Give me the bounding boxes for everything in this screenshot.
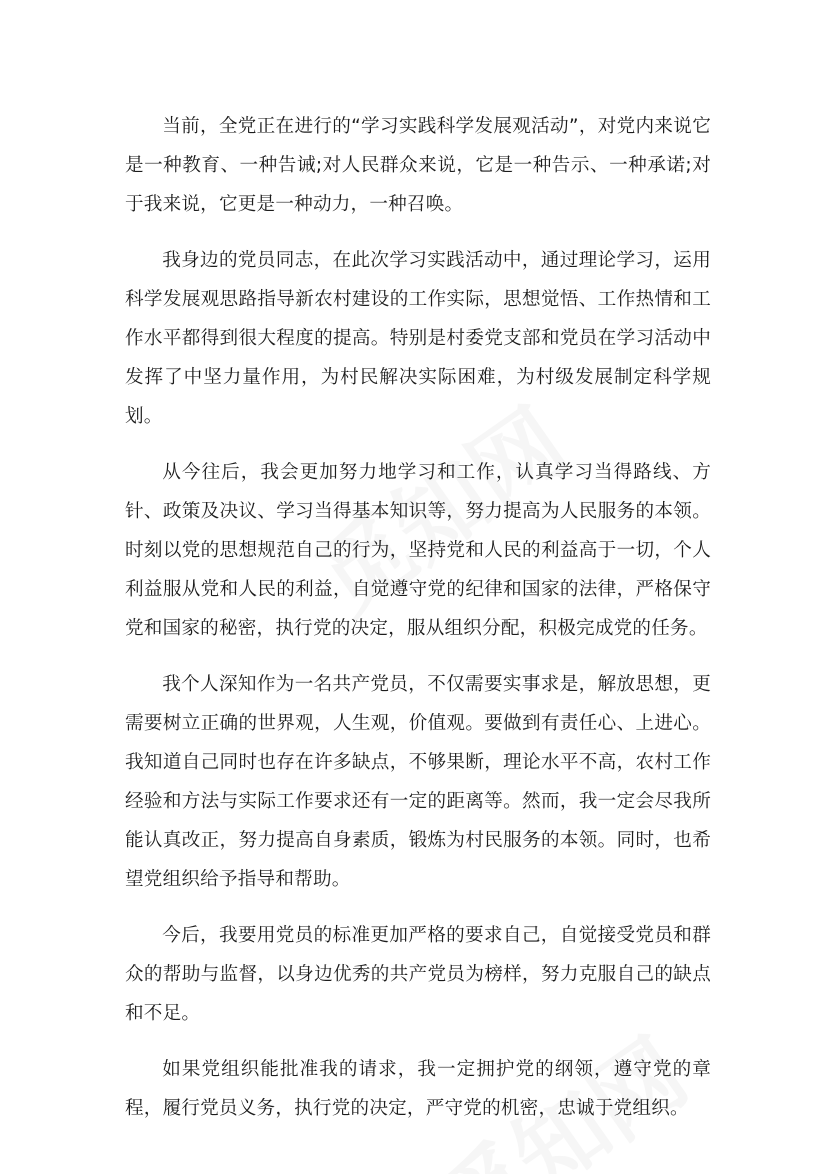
paragraph-1: 当前，全党正在进行的“学习实践科学发展观活动”，对党内来说它是一种教育、一种告诫;对人民群众来说，它是一种告示、一种承诺;对于我来说，它更是一种动力，一种召唤。: [125, 116, 711, 215]
paragraph-6: 如果党组织能批准我的请求，我一定拥护党的纲领，遵守党的章程，履行党员义务，执行党的决定，严守党的机密，忠诚于党组织。: [125, 1059, 711, 1119]
paragraph-5: 今后，我要用党员的标准更加严格的要求自己，自觉接受党员和群众的帮助与监督，以身边优秀的共产党员为榜样，努力克服自己的缺点和不足。: [125, 925, 711, 1024]
paragraph-3: 从今往后，我会更加努力地学习和工作，认真学习当得路线、方针、政策及决议、学习当得基本知识等，努力提高为人民服务的本领。时刻以党的思想规范自己的行为，坚持党和人民的利益高于一切，个人利益服从党和人民的利益，自觉遵守党的纪律和国家的法律，严格保守党和国家的秘密，执行党的决定，服从组织分配，积极完成党的任务。: [125, 462, 711, 639]
paragraph-4: 我个人深知作为一名共产党员，不仅需要实事求是，解放思想，更需要树立正确的世界观，人生观，价值观。要做到有责任心、上进心。我知道自己同时也存在许多缺点，不够果断，理论水平不高，农村工作经验和方法与实际工作要求还有一定的距离等。然而，我一定会尽我所能认真改正，努力提高自身素质，锻炼为村民服务的本领。同时，也希望党组织给予指导和帮助。: [125, 674, 711, 890]
document-body: [125, 107, 711, 1145]
paragraph-2: 我身边的党员同志，在此次学习实践活动中，通过理论学习，运用科学发展观思路指导新农村建设的工作实际，思想觉悟、工作热情和工作水平都得到很大程度的提高。特别是村委党支部和党员在学习活动中发挥了中坚力量作用，为村民解决实际困难，为村级发展制定科学规划。: [125, 250, 711, 427]
